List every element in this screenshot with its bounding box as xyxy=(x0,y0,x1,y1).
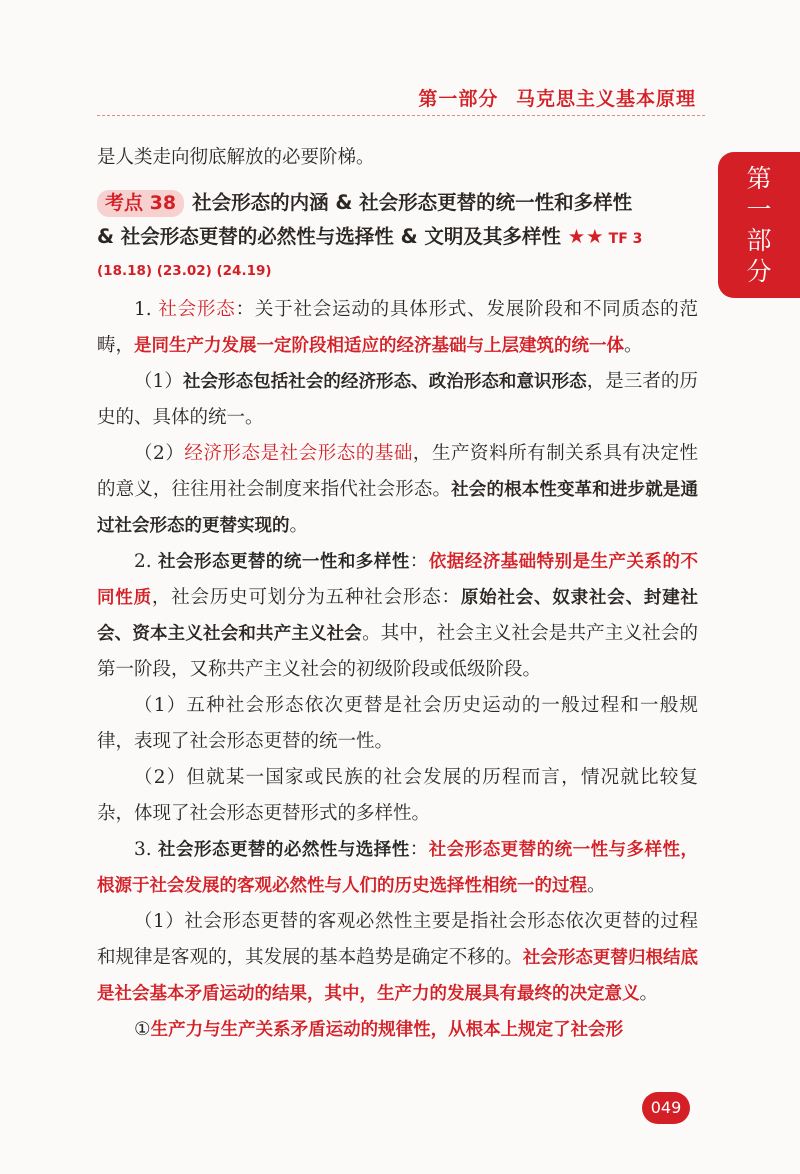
kaodian-heading xyxy=(97,186,698,256)
section-2-point-1: （1）五种社会形态依次更替是社会历史运动的一般过程和一般规律，表现了社会形态更替的统一性。 xyxy=(97,695,698,752)
point-end: 。 xyxy=(289,515,309,536)
section-2-text1: ，社会历史可划分为五种社会形态： xyxy=(151,587,461,608)
header-divider xyxy=(97,115,705,116)
kaodian-title-line1: 社会形态的内涵 & 社会形态更替的统一性和多样性 xyxy=(192,191,633,214)
side-tab-char: 一 xyxy=(746,195,772,224)
page-header xyxy=(418,84,696,111)
header-title: 马克思主义基本原理 xyxy=(515,88,696,110)
side-tab-char: 第 xyxy=(746,164,772,193)
section-1-num: 1. xyxy=(134,299,159,320)
intro-line: 是人类走向彻底解放的必要阶梯。 xyxy=(97,147,375,168)
point-text: （1）社会形态更替的客观必然性主要是指社会形态依次更替的过程和规律是客观的，其发展的基本趋势是确定不移的。 xyxy=(97,911,698,968)
section-2-key: 依据经济基础特别是生产关系的不同性质 xyxy=(97,552,698,608)
star-icon: ★★ xyxy=(567,225,605,248)
page-number: 049 xyxy=(642,1092,690,1124)
header-part: 第一部分 xyxy=(418,88,499,110)
side-tab-char: 部 xyxy=(746,226,772,255)
section-1-point-1 xyxy=(97,364,698,436)
section-2-colon: ： xyxy=(409,551,429,572)
section-3-num: 3. xyxy=(134,839,159,860)
tf-tag: TF 3 xyxy=(608,231,643,247)
side-tab-char: 分 xyxy=(746,257,772,286)
section-2-bold: 原始社会、奴隶社会、封建社会、资本主义社会和共产主义社会 xyxy=(97,588,698,644)
section-3-term: 社会形态更替的必然性与选择性 xyxy=(158,840,410,860)
point-end: 。 xyxy=(639,983,659,1004)
section-3-end: 。 xyxy=(587,875,606,896)
section-1-point-2 xyxy=(97,436,698,544)
section-2-term: 社会形态更替的统一性和多样性 xyxy=(158,552,410,572)
section-1-end: 。 xyxy=(624,335,643,356)
section-1 xyxy=(97,292,698,364)
section-2-text2: 。其中，社会主义社会是共产主义社会的第一阶段，又称共产主义社会的初级阶段或低级阶段。 xyxy=(97,623,698,680)
exam-years: (18.18) (23.02) (24.19) xyxy=(97,263,272,279)
section-3-point-1 xyxy=(97,904,698,1012)
section-2-num: 2. xyxy=(134,551,159,572)
section-3-colon: ： xyxy=(409,839,429,860)
section-2-point-2: （2）但就某一国家或民族的社会发展的历程而言，情况就比较复杂，体现了社会形态更替形式的多样性。 xyxy=(97,767,698,824)
point-bold: 社会的根本性变革和进步就是通过社会形态的更替实现的 xyxy=(97,480,698,536)
page-content xyxy=(97,140,698,1048)
kaodian-title-line2: & 社会形态更替的必然性与选择性 & 文明及其多样性 xyxy=(97,225,561,248)
section-3-item-1 xyxy=(97,1012,698,1048)
item-num: ① xyxy=(134,1019,151,1040)
section-1-text: ：关于社会运动的具体形式、发展阶段和不同质态的范畴， xyxy=(97,299,698,356)
point-text: ，是三者的历史的、具体的统一。 xyxy=(97,371,698,428)
point-num: （2） xyxy=(134,443,185,464)
point-bold: 社会形态包括社会的经济形态、政治形态和意识形态 xyxy=(182,372,587,392)
section-3 xyxy=(97,832,698,904)
section-1-term: 社会形态 xyxy=(158,299,236,320)
section-2 xyxy=(97,544,698,688)
kaodian-badge: 考点 38 xyxy=(97,190,184,217)
point-text: ，生产资料所有制关系具有决定性的意义，往往用社会制度来指代社会形态。 xyxy=(97,443,698,500)
item-red: 生产力与生产关系矛盾运动的规律性，从根本上规定了社会形 xyxy=(150,1020,624,1040)
section-1-key: 是同生产力发展一定阶段相适应的经济基础与上层建筑的统一体 xyxy=(134,336,625,356)
section-3-key: 社会形态更替的统一性与多样性，根源于社会发展的客观必然性与人们的历史选择性相统一的过程 xyxy=(97,840,698,896)
side-tab xyxy=(718,152,800,298)
point-red: 社会形态更替归根结底是社会基本矛盾运动的结果，其中，生产力的发展具有最终的决定意义 xyxy=(97,948,698,1004)
point-red: 经济形态是社会形态的基础 xyxy=(184,443,413,464)
point-num: （1） xyxy=(134,371,183,392)
